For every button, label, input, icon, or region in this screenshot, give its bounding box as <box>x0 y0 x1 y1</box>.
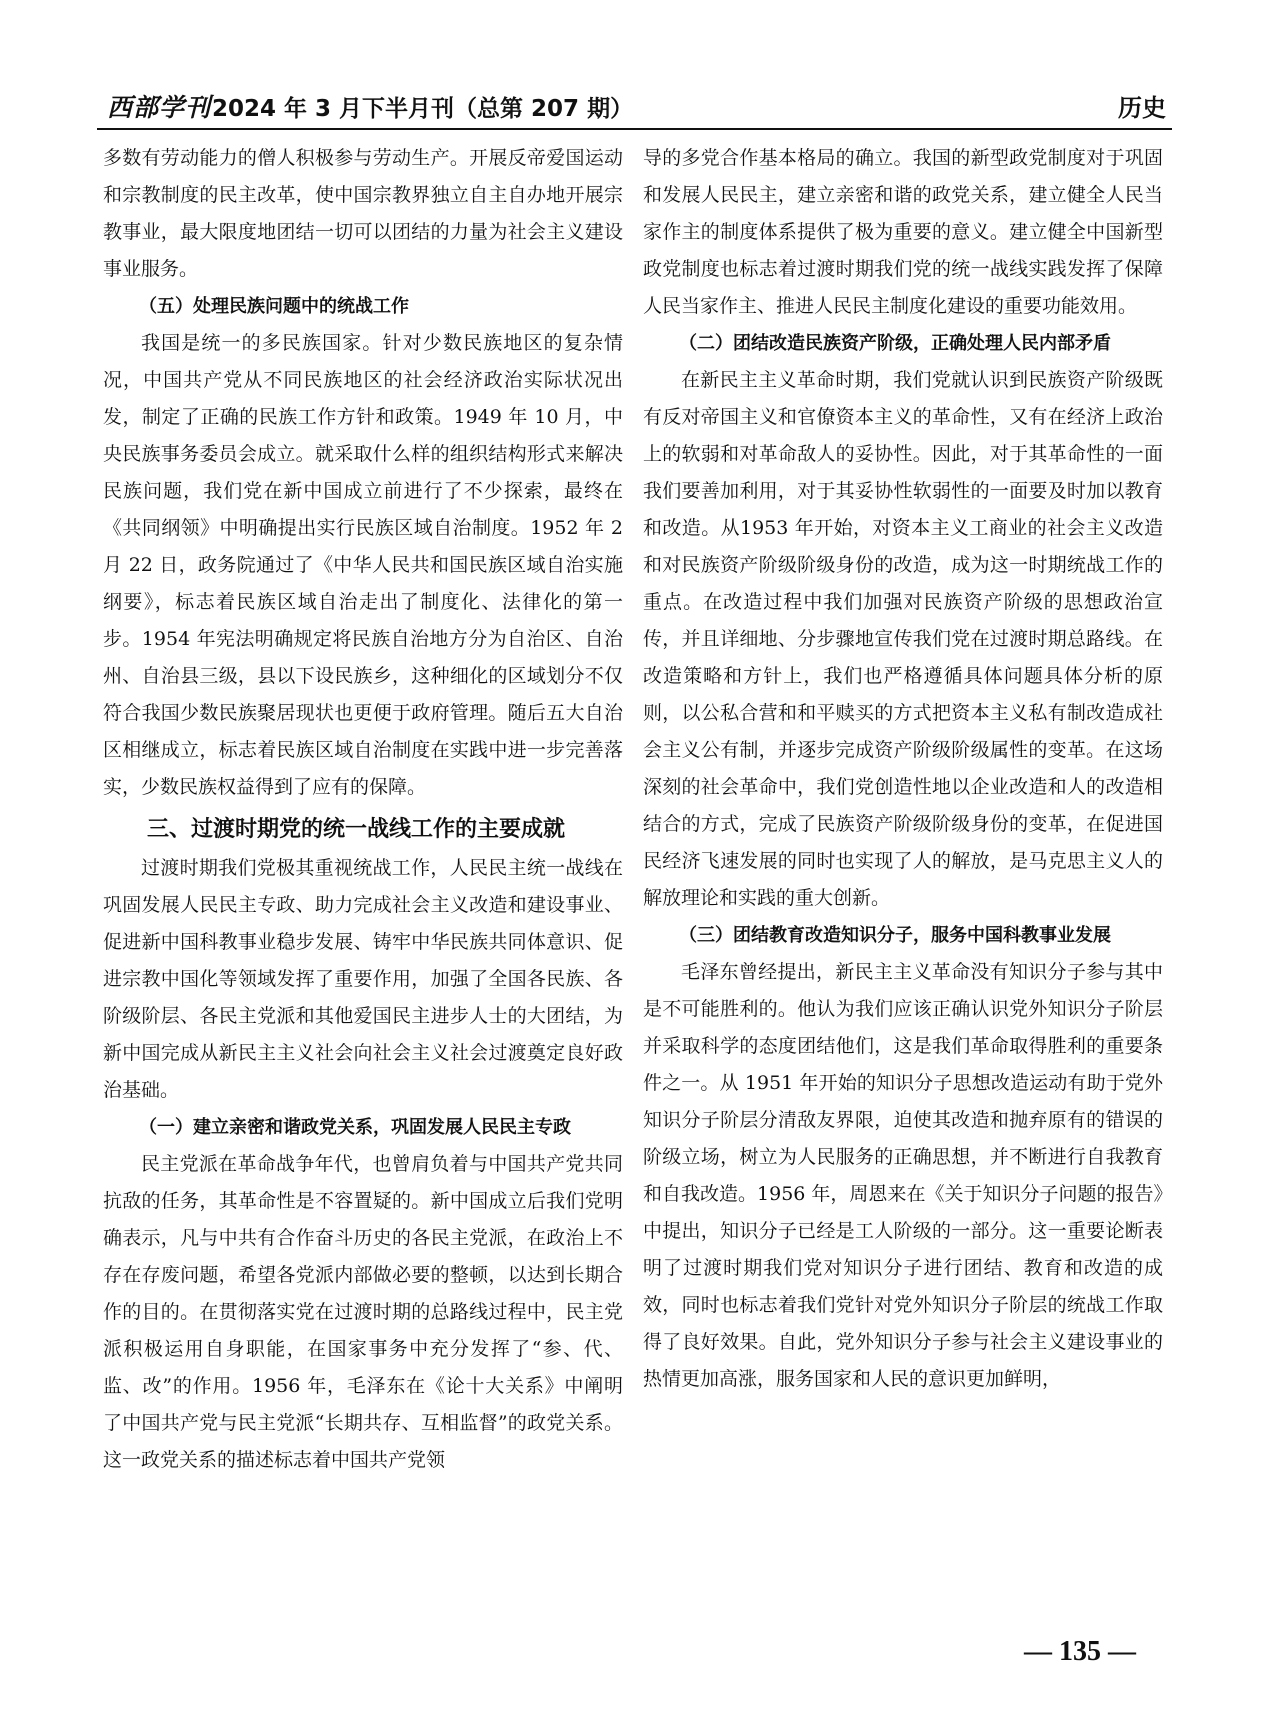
right-column <box>643 140 1163 1398</box>
subsection-heading: （三）团结教育改造知识分子，服务中国科教事业发展 <box>679 925 1111 946</box>
paragraph: 在新民主主义革命时期，我们党就认识到民族资产阶级既有反对帝国主义和官僚资本主义的革命性，又有在经济上政治上的软弱和对革命敌人的妥协性。因此，对于其革命性的一面我们要善加利用，对于其妥协性软弱性的一面要及时加以教育和改造。从1953 年开始，对资本主义工商业的社会主义改造和对民族资产阶级阶级身份的改造，成为这一时期统战工作的重点。在改造过程中我们加强对民族资产阶级的思想政治宣传，并且详细地、分步骤地宣传我们党在过渡时期总路线。在改造策略和方针上，我们也严格遵循具体问题具体分析的原则，以公私合营和和平赎买的方式把资本主义私有制改造成社会主义公有制，并逐步完成资产阶级阶级属性的变革。在这场深刻的社会革命中，我们党创造性地以企业改造和人的改造相结合的方式，完成了民族资产阶级阶级身份的变革，在促进国民经济飞速发展的同时也实现了人的解放，是马克思主义人的解放理论和实践的重大创新。 <box>643 369 1163 909</box>
paragraph: 过渡时期我们党极其重视统战工作，人民民主统一战线在巩固发展人民民主专政、助力完成社会主义改造和建设事业、促进新中国科教事业稳步发展、铸牢中华民族共同体意识、促进宗教中国化等领域发挥了重要作用，加强了全国各民族、各阶级阶层、各民主党派和其他爱国民主进步人士的大团结，为新中国完成从新民主主义社会向社会主义社会过渡奠定良好政治基础。 <box>103 857 623 1101</box>
paragraph: 民主党派在革命战争年代，也曾肩负着与中国共产党共同抗敌的任务，其革命性是不容置疑的。新中国成立后我们党明确表示，凡与中共有合作奋斗历史的各民主党派，在政治上不存在存废问题，希望各党派内部做必要的整顿，以达到长期合作的目的。在贯彻落实党在过渡时期的总路线过程中，民主党派积极运用自身职能，在国家事务中充分发挥了“参、代、监、改”的作用。1956 年，毛泽东在《论十大关系》中阐明了中国共产党与民主党派“长期共存、互相监督”的政党关系。这一政党关系的描述标志着中国共产党领 <box>103 1153 623 1471</box>
paragraph: 导的多党合作基本格局的确立。我国的新型政党制度对于巩固和发展人民民主，建立亲密和谐的政党关系，建立健全人民当家作主的制度体系提供了极为重要的意义。建立健全中国新型政党制度也标志着过渡时期我们党的统一战线实践发挥了保障人民当家作主、推进人民民主制度化建设的重要功能效用。 <box>643 147 1163 317</box>
page-header <box>97 84 1172 130</box>
journal-logo: 西部学刊 <box>107 95 212 122</box>
paragraph: 毛泽东曾经提出，新民主主义革命没有知识分子参与其中是不可能胜利的。他认为我们应该正确认识党外知识分子阶层并采取科学的态度团结他们，这是我们革命取得胜利的重要条件之一。从 1951 年开始的知识分子思想改造运动有助于党外知识分子阶层分清敌友界限，迫使其改造和抛弃原有的错误的阶级立场，树立为人民服务的正确思想，并不断进行自我教育和自我改造。1956 年，周恩来在《关于知识分子问题的报告》中提出，知识分子已经是工人阶级的一部分。这一重要论断表明了过渡时期我们党对知识分子进行团结、教育和改造的成效，同时也标志着我们党针对党外知识分子阶层的统战工作取得了良好效果。自此，党外知识分子参与社会主义建设事业的热情更加高涨，服务国家和人民的意识更加鲜明， <box>643 961 1163 1390</box>
left-column <box>103 140 623 1479</box>
page-number: — 135 — <box>1024 1636 1136 1667</box>
subsection-heading: （五）处理民族问题中的统战工作 <box>139 296 409 317</box>
section-title: 历史 <box>1118 94 1166 122</box>
section-heading: 三、过渡时期党的统一战线工作的主要成就 <box>147 817 566 842</box>
paragraph: 多数有劳动能力的僧人积极参与劳动生产。开展反帝爱国运动和宗教制度的民主改革，使中国宗教界独立自主自办地开展宗教事业，最大限度地团结一切可以团结的力量为社会主义建设事业服务。 <box>103 147 623 280</box>
issue-info: 2024 年 3 月下半月刊（总第 207 期） <box>212 96 634 122</box>
subsection-heading: （二）团结改造民族资产阶级，正确处理人民内部矛盾 <box>679 333 1111 354</box>
paragraph: 我国是统一的多民族国家。针对少数民族地区的复杂情况，中国共产党从不同民族地区的社会经济政治实际状况出发，制定了正确的民族工作方针和政策。1949 年 10 月，中央民族事务委员会成立。就采取什么样的组织结构形式来解决民族问题，我们党在新中国成立前进行了不少探索，最终在《共同纲领》中明确提出实行民族区域自治制度。1952 年 2 月 22 日，政务院通过了《中华人民共和国民族区域自治实施纲要》，标志着民族区域自治走出了制度化、法律化的第一步。1954 年宪法明确规定将民族自治地方分为自治区、自治州、自治县三级，县以下设民族乡，这种细化的区域划分不仅符合我国少数民族聚居现状也更便于政府管理。随后五大自治区相继成立，标志着民族区域自治制度在实践中进一步完善落实，少数民族权益得到了应有的保障。 <box>103 332 623 798</box>
subsection-heading: （一）建立亲密和谐政党关系，巩固发展人民民主专政 <box>139 1117 571 1138</box>
